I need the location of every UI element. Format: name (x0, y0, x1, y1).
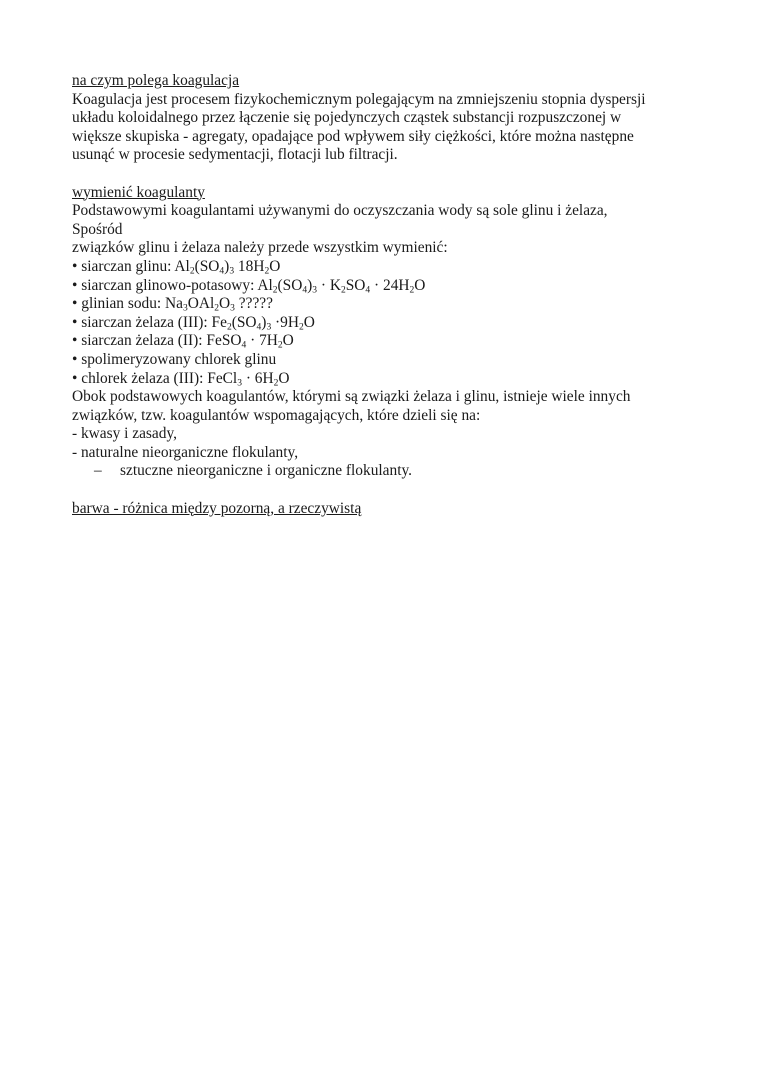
bullet-label: siarczan glinowo-potasowy: (81, 276, 258, 294)
formula-text: ·9H (271, 313, 299, 331)
formula-text: ) (307, 276, 313, 294)
formula-text: · 7H (246, 332, 278, 350)
paragraph-line: większe skupiska - agregaty, opadające pod wpływem siły ciężkości, które można następne (72, 127, 634, 145)
formula-text: FeSO (206, 332, 242, 350)
formula-text: O (219, 295, 231, 313)
formula-text: O (303, 313, 315, 331)
formula-subscript: 2 (299, 321, 304, 333)
formula-subscript: 2 (272, 283, 278, 295)
paragraph-line: Podstawowymi koagulantami używanymi do oczyszczania wody są sole glinu i żelaza, (72, 202, 608, 220)
bullet-dot-icon: • (72, 295, 82, 313)
bullet-label: siarczan żelaza (III): (81, 313, 212, 331)
formula-text: Na (165, 295, 183, 313)
bullet-item (72, 314, 692, 333)
formula-subscript: 3 (230, 302, 235, 314)
chemical-formula (174, 258, 280, 275)
formula-text: · 6H (241, 369, 274, 387)
bullet-label: spolimeryzowany chlorek glinu (81, 350, 277, 368)
bullet-dot-icon: • (72, 276, 82, 294)
formula-text: OAl (187, 295, 215, 313)
list-line: - naturalne nieorganiczne flokulanty, (72, 443, 299, 461)
bullet-item (72, 295, 692, 314)
formula-text: O (414, 276, 426, 294)
formula-subscript: 4 (241, 339, 247, 351)
formula-text: Al (174, 257, 190, 275)
chemical-formula (206, 332, 293, 349)
paragraph-line: Spośród (72, 220, 123, 238)
chemical-formula (212, 314, 315, 331)
blank-line (72, 165, 692, 184)
bullet-item (72, 277, 692, 296)
paragraph-line: usunąć w procesie sedymentacji, flotacji lub filtracji. (72, 146, 398, 164)
formula-subscript: 2 (340, 283, 346, 295)
bullet-item (72, 370, 692, 389)
bullet-label: glinian sodu: (81, 295, 166, 313)
coagulant-bullet-list (72, 258, 692, 388)
formula-text: Al (257, 276, 273, 294)
formula-subscript: 4 (256, 321, 262, 333)
formula-subscript: 3 (237, 376, 242, 388)
heading-koagulacja: na czym polega koagulacja (72, 72, 240, 89)
formula-subscript: 2 (226, 321, 232, 333)
formula-subscript: 3 (312, 283, 318, 295)
formula-subscript: 3 (229, 265, 235, 277)
formula-text: SO (345, 276, 366, 294)
bullet-label: chlorek żelaza (III): (81, 369, 208, 387)
formula-subscript: 2 (264, 265, 270, 277)
paragraph-line: Koagulacja jest procesem fizykochemicznym polegającym na zmniejszeniu stopnia dyspersji (72, 90, 646, 108)
bullet-dot-icon: • (72, 332, 82, 350)
formula-text: ????? (234, 295, 273, 313)
formula-text: (SO (194, 257, 220, 275)
formula-subscript: 2 (277, 339, 283, 351)
bullet-label: siarczan glinu: (81, 257, 175, 275)
document-page (72, 72, 692, 518)
paragraph-line: Obok podstawowych koagulantów, którymi są związki żelaza i glinu, istnieje wiele innych (72, 388, 631, 406)
bullet-item (72, 258, 692, 277)
formula-text: FeCl (207, 369, 238, 387)
list-line: - kwasy i zasady, (72, 425, 177, 443)
formula-subscript: 4 (365, 283, 371, 295)
bullet-dot-icon: • (72, 369, 82, 387)
formula-subscript: 2 (214, 302, 220, 314)
chemical-formula (207, 370, 289, 387)
formula-text: ) (261, 313, 267, 331)
bullet-dot-icon: • (72, 350, 82, 368)
blank-line (72, 481, 692, 500)
formula-text: Fe (211, 313, 227, 331)
dash-list-item (72, 462, 692, 481)
bullet-label: siarczan żelaza (II): (81, 332, 207, 350)
formula-subscript: 3 (266, 321, 272, 333)
formula-text: O (282, 332, 294, 350)
formula-text: · 24H (370, 276, 410, 294)
formula-text: (SO (231, 313, 257, 331)
formula-subscript: 3 (183, 302, 188, 314)
formula-text: 18H (234, 257, 265, 275)
dash-item-text: sztuczne nieorganiczne i organiczne flokulanty. (120, 462, 413, 480)
chemical-formula (257, 277, 425, 294)
formula-subscript: 2 (189, 265, 195, 277)
paragraph-line: związków, tzw. koagulantów wspomagających, które dzieli się na: (72, 406, 481, 424)
formula-text: (SO (277, 276, 303, 294)
heading-koagulanty: wymienić koagulanty (72, 183, 205, 201)
formula-text: O (278, 369, 290, 387)
bullet-item (72, 332, 692, 351)
formula-text: ) (224, 257, 230, 275)
formula-subscript: 2 (273, 376, 279, 388)
formula-subscript: 4 (302, 283, 308, 295)
formula-subscript: 2 (409, 283, 415, 295)
bullet-item (72, 351, 692, 370)
formula-text: O (269, 257, 281, 275)
dash-marker: – (94, 462, 102, 480)
formula-text: · K (317, 276, 341, 294)
paragraph-line: związków glinu i żelaza należy przede wszystkim wymienić: (72, 239, 448, 257)
formula-subscript: 4 (219, 265, 225, 277)
paragraph-line: układu koloidalnego przez łączenie się pojedynczych cząstek substancji rozpuszczonej w (72, 109, 622, 127)
chemical-formula (165, 295, 273, 312)
heading-barwa: barwa - różnica między pozorną, a rzeczywistą (72, 499, 362, 517)
bullet-dot-icon: • (72, 313, 82, 331)
bullet-dot-icon: • (72, 257, 82, 275)
